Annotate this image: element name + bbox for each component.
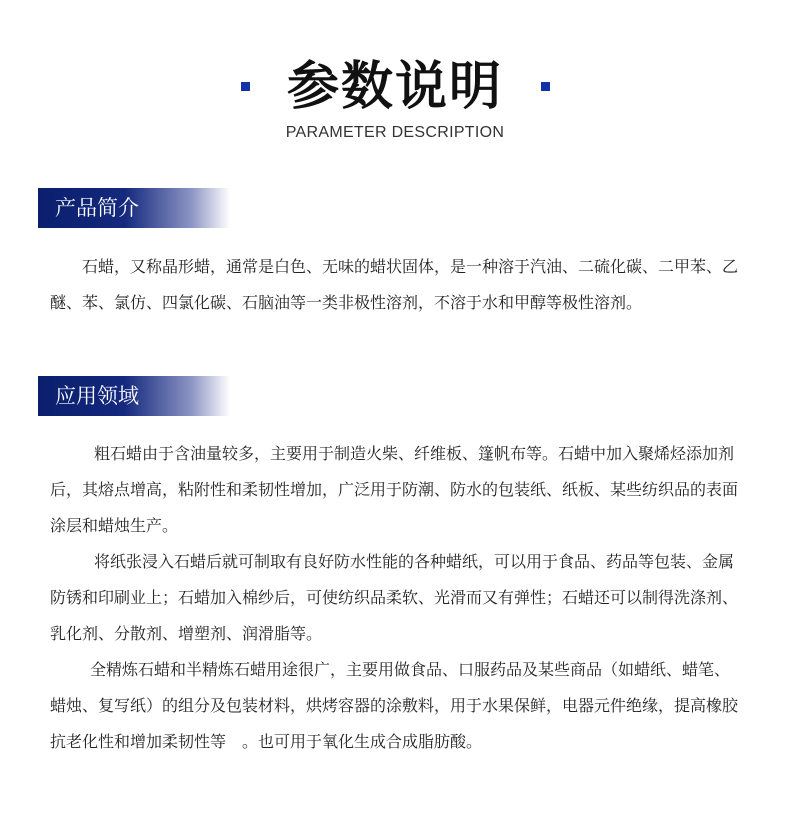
page-subtitle: PARAMETER DESCRIPTION bbox=[285, 124, 505, 141]
paragraph: 将纸张浸入石蜡后就可制取有良好防水性能的各种蜡纸，可以用于食品、药品等包装、金属防锈和印刷业上；石蜡加入棉纱后，可使纺织品柔软、光滑而又有弹性；石蜡还可以制得洗涤剂、乳化剂、分散剂、增塑剂、润滑脂等。 bbox=[50, 552, 739, 643]
paragraph: 石蜡，又称晶形蜡，通常是白色、无味的蜡状固体，是一种溶于汽油、二硫化碳、二甲苯、乙醚、苯、氯仿、四氯化碳、石脑油等一类非极性溶剂，不溶于水和甲醇等极性溶剂。 bbox=[50, 257, 739, 312]
paragraph: 全精炼石蜡和半精炼石蜡用途很广，主要用做食品、口服药品及某些商品（如蜡纸、蜡笔、蜡烛、复写纸）的组分及包装材料，烘烤容器的涂敷料，用于水果保鲜，电器元件绝缘，提高橡胶抗老化性和增加柔韧性等 。也可用于氧化生成合成脂肪酸。 bbox=[50, 660, 739, 751]
page-title: 参数说明 bbox=[286, 57, 503, 117]
section-heading-product-intro bbox=[38, 188, 230, 228]
section-heading-label: 产品简介 bbox=[55, 196, 139, 220]
section-heading-applications bbox=[38, 376, 230, 416]
section-heading-label: 应用领域 bbox=[55, 384, 139, 408]
page-header bbox=[0, 52, 790, 122]
right-square-bullet bbox=[541, 82, 550, 91]
product-intro-text bbox=[50, 249, 740, 321]
applications-text bbox=[50, 436, 740, 760]
paragraph: 粗石蜡由于含油量较多，主要用于制造火柴、纤维板、篷帆布等。石蜡中加入聚烯烃添加剂后，其熔点增高，粘附性和柔韧性增加，广泛用于防潮、防水的包装纸、纸板、某些纺织品的表面涂层和蜡烛生产。 bbox=[50, 444, 739, 535]
